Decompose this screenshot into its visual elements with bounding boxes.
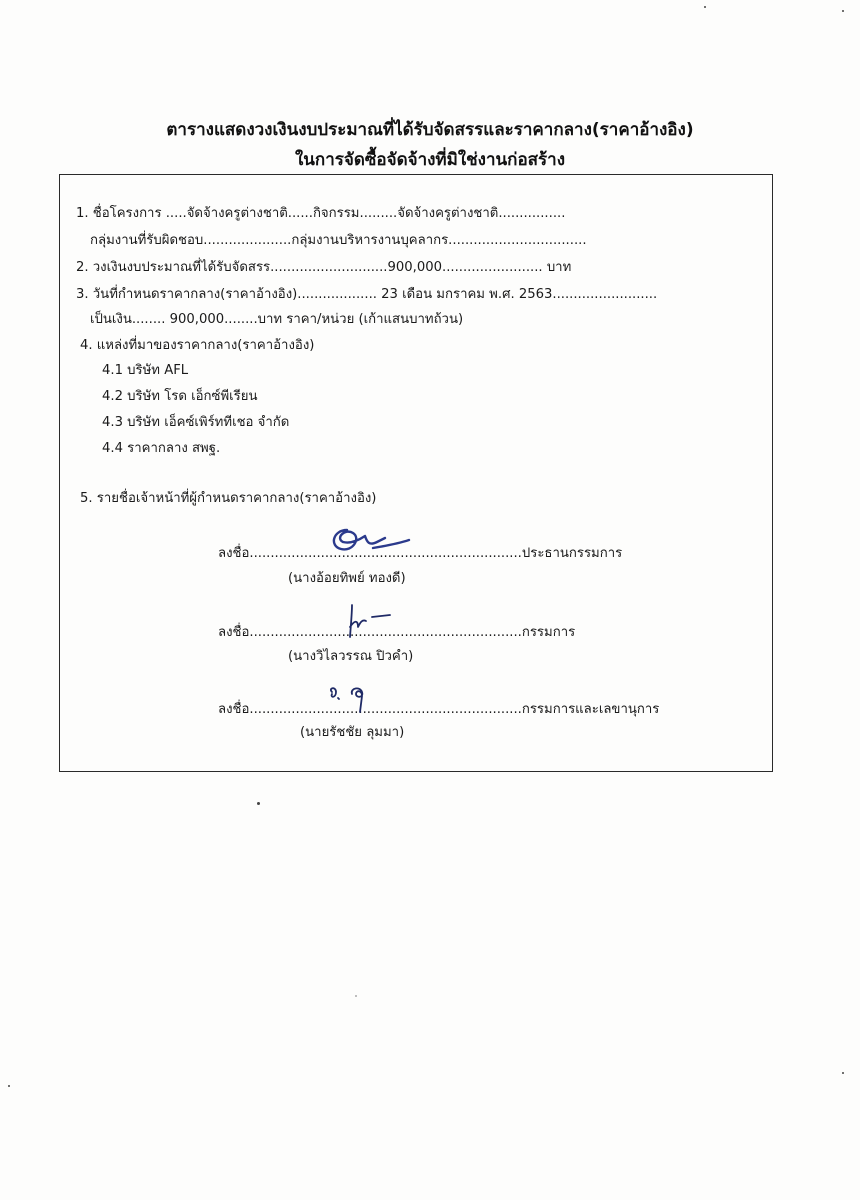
handwritten-signature-2 <box>338 603 398 639</box>
handwritten-signature-3 <box>326 684 386 718</box>
page-subtitle: ในการจัดซื้อจัดจ้างที่มิใช่งานก่อสร้าง <box>294 150 566 170</box>
source-item: 4.4 ราคากลาง สพฐ. <box>102 441 221 456</box>
page-title: ตารางแสดงวงเงินงบประมาณที่ได้รับจัดสรรและราคากลาง(ราคาอ้างอิง) <box>166 120 694 140</box>
scan-speck <box>257 802 260 805</box>
officials-heading: 5. รายชื่อเจ้าหน้าที่ผู้กำหนดราคากลาง(ราคาอ้างอิง) <box>80 491 377 506</box>
signer-name-committee: (นางวิไลวรรณ ปิวคำ) <box>288 649 414 664</box>
signature-line-committee: ลงชื่อ.................................................................กรรมการ <box>218 625 576 640</box>
project-line: 1. ชื่อโครงการ .....จัดจ้างครูต่างชาติ......กิจกรรม.........จัดจ้างครูต่างชาติ................ <box>76 206 566 221</box>
source-item: 4.3 บริษัท เอ็คซ์เพิร์ททีเชอ จำกัด <box>102 415 290 430</box>
handwritten-signature-1 <box>325 522 415 558</box>
scan-speck <box>8 1085 10 1087</box>
department-line: กลุ่มงานที่รับผิดชอบ.....................กลุ่มงานบริหารงานบุคลากร................................. <box>90 233 587 248</box>
scan-speck <box>842 10 844 12</box>
source-item: 4.2 บริษัท โรด เอ็กซ์พีเรียน <box>102 389 258 404</box>
budget-line: 2. วงเงินงบประมาณที่ได้รับจัดสรร............................900,000........................ บาท <box>76 260 572 275</box>
date-line: 3. วันที่กำหนดราคากลาง(ราคาอ้างอิง)................... 23 เดือน มกราคม พ.ศ. 2563......................... <box>76 287 658 302</box>
signer-name-chairman: (นางอ้อยทิพย์ ทองดี) <box>288 571 406 586</box>
signature-line-chairman: ลงชื่อ.................................................................ประธานกรรมการ <box>218 546 623 561</box>
sources-heading: 4. แหล่งที่มาของราคากลาง(ราคาอ้างอิง) <box>80 338 315 353</box>
signer-name-secretary: (นายรัชชัย ลุมมา) <box>300 725 405 740</box>
scan-speck <box>704 6 706 8</box>
scan-speck <box>355 995 357 997</box>
source-item: 4.1 บริษัท AFL <box>102 363 189 378</box>
scan-speck <box>842 1072 844 1074</box>
amount-line: เป็นเงิน........ 900,000........บาท ราคา/หน่วย (เก้าแสนบาทถ้วน) <box>90 312 464 327</box>
signature-line-secretary: ลงชื่อ.................................................................กรรมการและเลขานุการ <box>218 702 660 717</box>
